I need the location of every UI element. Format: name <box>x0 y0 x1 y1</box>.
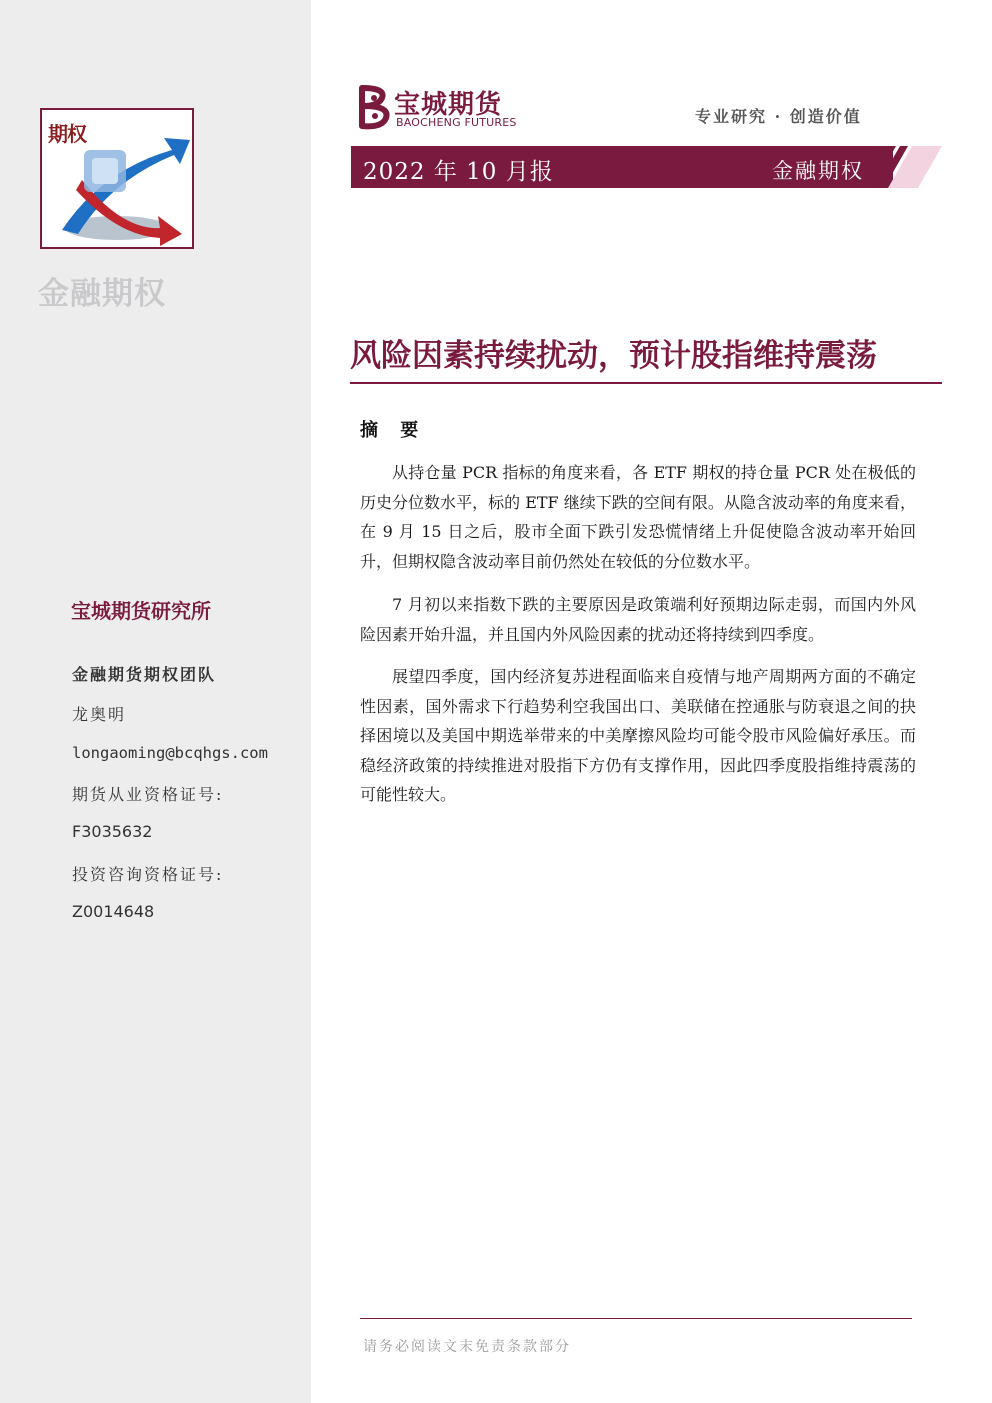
options-cover-image <box>40 108 194 249</box>
brand-name-cn: 宝城期货 <box>394 90 503 120</box>
author-email[interactable]: longaoming@bcqhgs.com <box>72 744 268 762</box>
futures-cert-number: F3035632 <box>72 822 153 841</box>
brand-logo <box>356 84 536 132</box>
invest-cert-label: 投资咨询资格证号: <box>72 865 224 884</box>
banner-stripes <box>860 146 942 188</box>
sidebar-section-title: 金融期权 <box>38 276 166 312</box>
report-period: 2022 年 10 月报 <box>363 159 554 185</box>
report-title: 风险因素持续扰动，预计股指维持震荡 <box>350 338 877 374</box>
cover-word: 期权 <box>48 122 86 146</box>
abstract-paragraph-3: 展望四季度，国内经济复苏进程面临来自疫情与地产周期两方面的不确定性因素，国外需求下行趋势利空我国出口、美联储在控通胀与防衰退之间的抉择困境以及美国中期选举带来的中美摩擦风险均可能令股市风险偏好承压。而稳经济政策的持续推进对股指下方仍有支撑作用，因此四季度股指维持震荡的可能性较大。 <box>360 667 916 804</box>
abstract-paragraph-2: 7 月初以来指数下跌的主要原因是政策端利好预期边际走弱，而国内外风险因素开始升温，并且国内外风险因素的扰动还将持续到四季度。 <box>360 595 916 644</box>
futures-cert-label: 期货从业资格证号: <box>72 785 224 804</box>
brand-name-en: BAOCHENG FUTURES <box>396 116 517 129</box>
invest-cert-number: Z0014648 <box>72 902 155 921</box>
report-category: 金融期权 <box>772 159 864 183</box>
sidebar <box>0 0 311 1403</box>
title-divider <box>350 382 942 384</box>
disclaimer-note: 请务必阅读文末免责条款部分 <box>363 1339 571 1355</box>
slogan: 专业研究 · 创造价值 <box>695 107 862 126</box>
baocheng-logo-icon <box>356 84 392 130</box>
footer-divider <box>360 1318 912 1319</box>
institute-name: 宝城期货研究所 <box>71 599 211 623</box>
team-name: 金融期货期权团队 <box>72 665 217 684</box>
abstract-paragraph-1: 从持仓量 PCR 指标的角度来看，各 ETF 期权的持仓量 PCR 处在极低的历史分位数水平，标的 ETF 继续下跌的空间有限。从隐含波动率的角度来看，在 9 月 15 日之后，股市全面下跌引发恐慌情绪上升促使隐含波动率开始回升，但期权隐含波动率目前仍然处在较低的分位数水平。 <box>360 463 916 571</box>
abstract-heading: 摘 要 <box>360 420 427 441</box>
author-name: 龙奥明 <box>72 705 127 724</box>
